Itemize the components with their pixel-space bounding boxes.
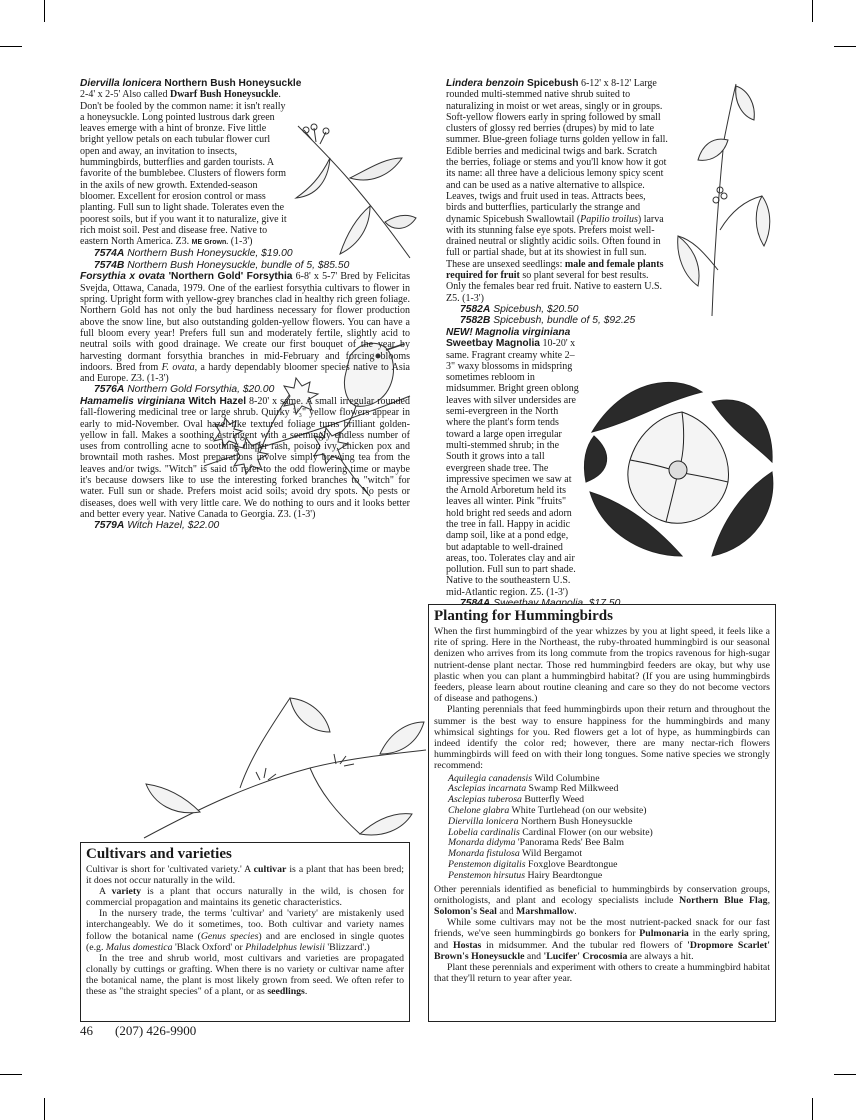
list-item: Chelone glabra White Turtlehead (on our website) <box>448 805 647 817</box>
crop-mark <box>812 1098 813 1120</box>
left-column <box>80 78 410 532</box>
entry-description: Hamamelis virginiana Witch Hazel 8-20' x same. A small irregular rounded fall-flowering medicinal tree or large shrub. Quirky ²/₃" yellow flowers appear in early to mid-November. Oval hazel-like textured foliage turns brilliant golden-yellow in fall. Makes a soothing astringent with a seemingly endless number of uses from controlling acne to soothing diaper rash, poison ivy, chicken pox and browntail moth rashes. Most preparations involve simply brewing tea from the leaves and/or twigs. "Witch" is said to refer to the odd flowering time or maybe it's because dowsers like to use the interesting forked branches to "witch" for water. Full sun or shade. Prefers moist acid soils; avoid dry spots. No pests or diseases, does well with very little care. We do nothing to ours and it looks better and better every year. Native Canada to Georgia. Z3. (1-3') <box>80 395 410 520</box>
sku-line[interactable]: 7574A Northern Bush Honeysuckle, $19.00 <box>94 248 293 260</box>
new-badge: NEW! <box>446 326 473 338</box>
crop-mark <box>834 1074 856 1075</box>
phone-number: (207) 426-9900 <box>115 1023 197 1038</box>
list-item: Asclepias tuberosa Butterfly Weed <box>448 794 585 806</box>
entry-heading <box>80 78 410 89</box>
paragraph: While some cultivars may not be the most nutrient-packed snack for our fast friends, we've seen hummingbirds go bonkers for Pulmonaria in the early spring, and Hostas in midsummer. And the tubular red flowers of 'Dropmore Scarlet' Brown's Honeysuckle and 'Lucifer' Crocosmia are always a hit. <box>434 917 771 962</box>
sku-line[interactable]: 7579A Witch Hazel, $22.00 <box>94 520 220 532</box>
hummingbird-box <box>428 604 776 1022</box>
entry-description: Forsythia x ovata 'Northern Gold' Forsythia 6-8' x 5-7' Bred by Felicitas Svejda, Ottawa, Canada, 1979. One of the earliest forsythia cultivars to flower in spring. Upright form with yellow-grey branches clad in healthy rich green foliage. Northern Gold has not only the bud hardiness necessary for flower production above the snow line, but also outstanding golden-yellow flowers. You can have a full bloom every year! Prefers full sun and moderately fertile, slightly acid to neutral soils with good drainage. We create our first bouquet of the year by harvesting dormant forsythia branches in mid-February and forcing blooms indoors. Bred from F. ovata, a hardy dependably bloomer species native to Asia and Europe. Z3. (1-3') <box>80 271 410 385</box>
common-name: Witch Hazel <box>188 395 247 407</box>
crop-mark <box>44 1098 45 1120</box>
crop-mark <box>0 1074 22 1075</box>
sku-line[interactable]: 7576A Northern Gold Forsythia, $20.00 <box>94 384 275 396</box>
crop-mark <box>834 46 856 47</box>
species-list <box>448 774 770 882</box>
entry-description: NEW! Magnolia virginiana Sweetbay Magnolia 10-20' x same. Fragrant creamy white 2–3" waxy blossoms in midspring sometimes rebloom in midsummer. Bright green oblong leaves with silver undersides are semi-evergreen in the North where the plant's form tends toward a large open irregular multi-stemmed shrub; in the South it grows into a tall evergreen shade tree. The impressive specimen we saw at the Arnold Arboretum held its leaves all winter. Pink "fruits" hold bright red seeds and adorn the tree in fall. Happy in acidic damp soil, like at a pond edge, but adaptable to well-drained areas, too. Tolerates clay and air pollution. Full sun to part shade. Native to the southeastern U.S. mid-Atlantic region. Z5. (1-3') <box>446 326 579 598</box>
list-item: Aquilegia canadensis Wild Columbine <box>448 772 600 784</box>
common-name: Spicebush <box>526 78 579 89</box>
paragraph: In the tree and shrub world, most cultivars and varieties are propagated clonally by cuttings or grafting. When there is no variety or cultivar name after the botanical name, the plant is most likely grown from seed. We often refer to these as "the straight species" of a plant, or as seedlings. <box>86 952 404 998</box>
page-footer <box>80 1023 218 1039</box>
me-grown-badge: ME Grown. <box>191 239 229 247</box>
paragraph: Other perennials identified as beneficial to hummingbirds by conservation groups, ornithologists, and plant and ecology specialists include Northern Blue Flag, Solomon's Seal and Marshmallow. <box>434 883 771 918</box>
box-title: Cultivars and varieties <box>86 846 232 862</box>
paragraph: When the first hummingbird of the year whizzes by you at light speed, it feels like a rite of spring. Here in the Northeast, the ruby-throated hummingbird is our seasonal denizen who arrives from its long commute from the tropics ravenous for high-sugar nutrient-dense plant nectar. Those red hummingbird feeders are okay, but why use plastic when you can plant a hummingbird habitat? (If you are using hummingbirds feeders, please learn about routine cleaning and care so they do not become vectors of disease and pathogens.) <box>434 626 770 705</box>
common-name: 'Northern Gold' Forsythia <box>168 271 293 283</box>
paragraph: Planting perennials that feed hummingbirds upon their return and throughout the summer is the best way to ensure happiness for the hummingbirds and many whimsical sightings for you. Red flowers get a lot of hype, as hummingbirds can indeed identify the color red; however, there are many nectar-rich flowers hummingbirds will feed on with their long tongues. Some native species we strongly recommend: <box>434 704 770 772</box>
common-name: Northern Bush Honeysuckle <box>164 78 302 89</box>
entry-diervilla <box>80 78 410 271</box>
sku-line[interactable]: 7582A Spicebush, $20.50 <box>460 303 579 315</box>
entry-description: Lindera benzoin Spicebush 6-12' x 8-12' Large rounded multi-stemmed native shrub suited to naturalizing in moist or wet areas, singly or in groups. Soft-yellow flowers early in spring followed by small clusters of glossy red berries (drupes) by mid to late summer. Blue-green foliage turns golden yellow in fall. Edible berries and medicinal twigs and bark. Scratch the berries, foliage or stems and you'll know how it got its name: all three have a delicious lemony spicy scent and can be used as a native alternative to allspice. Leaves, twigs and fruit used in teas. Attracts bees, birds and butterflies, particularly the strange and dynamic Spicebush Swallowtail (Papilio troilus) larva with its stunning false eye spots. Prefers moist well-drained neutral or slightly acidic soils. Often found in full or partial shade, but at its showiest in full sun. These are unsexed seedlings: male and female plants required for fruit so plant several for best results. Only the females bear red fruit. Native to eastern U.S. Z5. (1-3') <box>446 78 668 304</box>
box-title: Planting for Hummingbirds <box>434 608 613 624</box>
latin-name: Diervilla lonicera <box>80 78 162 89</box>
right-column <box>446 78 776 610</box>
cultivars-box <box>80 842 410 1022</box>
entry-hamamelis <box>80 396 410 532</box>
list-item: Penstemon hirsutus Hairy Beardtongue <box>448 869 603 881</box>
crop-mark <box>44 0 45 22</box>
sku-line[interactable]: 7574B Northern Bush Honeysuckle, bundle of 5, $85.50 <box>94 259 350 271</box>
paragraph: A variety is a plant that occurs naturally in the wild, is chosen for commercial propagation and maintains its genetic characteristics. <box>86 886 404 909</box>
list-item: Diervilla lonicera Northern Bush Honeysuckle <box>448 815 633 827</box>
entry-forsythia <box>80 271 410 395</box>
list-item: Asclepias incarnata Swamp Red Milkweed <box>448 783 619 795</box>
sku-line[interactable]: 7582B Spicebush, bundle of 5, $92.25 <box>460 315 636 327</box>
page-number: 46 <box>80 1023 93 1038</box>
paragraph: Cultivar is short for 'cultivated variety.' A cultivar is a plant that has been bred; it does not occur naturally in the wild. <box>86 864 405 887</box>
entry-magnolia <box>446 327 776 610</box>
list-item: Monarda didyma 'Panorama Reds' Bee Balm <box>448 837 624 849</box>
list-item: Lobelia cardinalis Cardinal Flower (on our website) <box>448 826 653 838</box>
latin-name: Forsythia x ovata <box>80 271 166 283</box>
crop-mark <box>0 46 22 47</box>
list-item: Penstemon digitalis Foxglove Beardtongue <box>448 859 618 871</box>
crop-mark <box>812 0 813 22</box>
paragraph: Plant these perennials and experiment with others to create a hummingbird habitat that they'll return to year after year. <box>434 962 770 985</box>
latin-name: Hamamelis virginiana <box>80 395 186 407</box>
entry-lindera <box>446 78 776 327</box>
latin-name: Magnolia virginiana <box>475 326 571 338</box>
common-name: Sweetbay Magnolia <box>446 338 540 350</box>
paragraph: In the nursery trade, the terms 'cultivar' and 'variety' are mistakenly used interchangeably. We do it sometimes, too. Both cultivar and variety names follow the botanical name (Genus species) and are enclosed in single quotes (e.g. Malus domestica 'Black Oxford' or Philadelphus lewisii 'Blizzard'.) <box>86 908 405 953</box>
entry-description: 2-4' x 2-5' Also called Dwarf Bush Honeysuckle. Don't be fooled by the common name: it isn't really a honeysuckle. Long pointed lustrous dark green leaves emerge with a hint of bronze. Five little bright yellow petals on each tubular flower curl open and away, an invitation to insects, hummingbirds, butterflies and garden tourists. A favorite of the bumblebee. Clusters of flowers form in the axils of new growth. Extended-season bloomer. Excellent for erosion control or mass planting. Full sun to light shade. Tolerates even the poorest soils, but if you want it to naturalize, give it rich moist soil. Pest and disease free. Native to eastern North America. Z3. ME Grown. (1-3') <box>80 89 287 248</box>
list-item: Monarda fistulosa Wild Bergamot <box>448 848 583 860</box>
witch-hazel-illustration <box>140 688 428 842</box>
latin-name: Lindera benzoin <box>446 78 525 89</box>
